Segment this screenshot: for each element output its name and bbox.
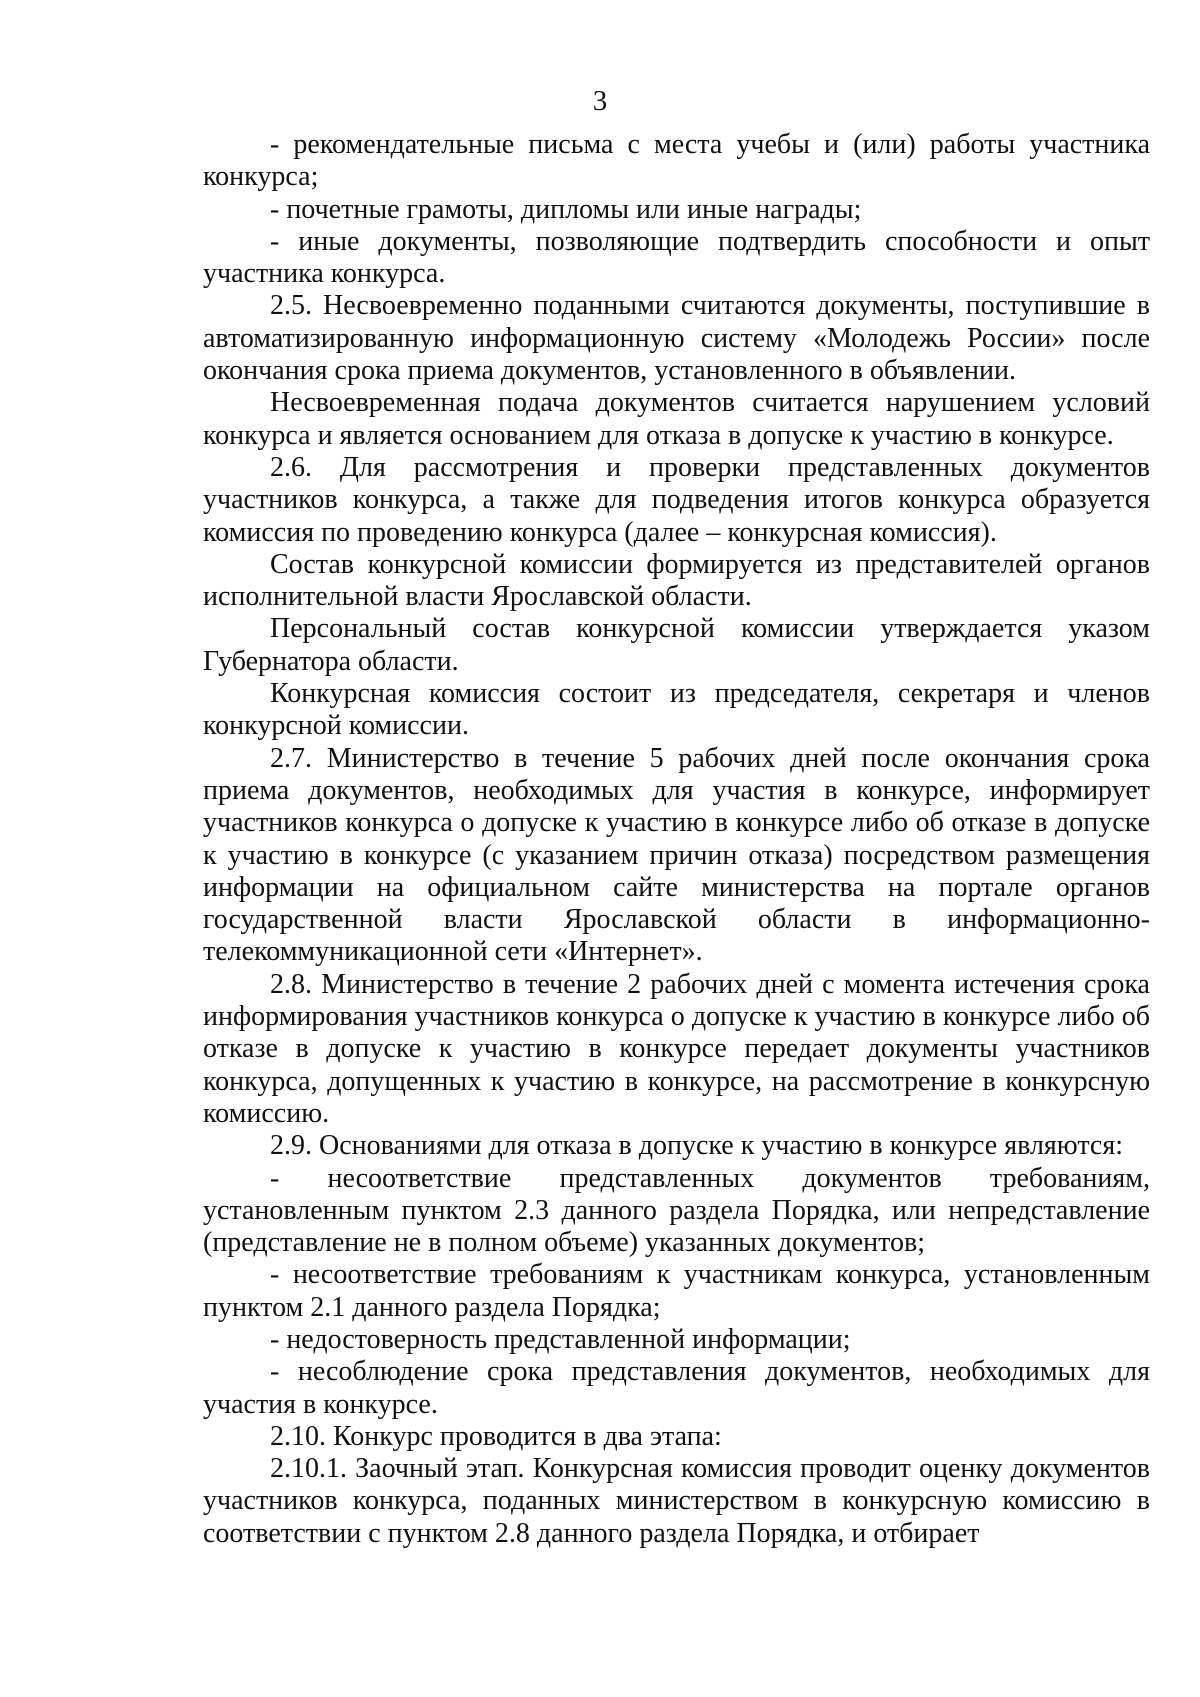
document-body (203, 129, 1150, 1550)
paragraph-2-9: 2.9. Основаниями для отказа в допуске к участию в конкурсе являются: (270, 1130, 1124, 1162)
paragraph-commission-members: Конкурсная комиссия состоит из председателя, секретаря и членов конкурсной комиссии. (203, 678, 1150, 742)
paragraph-recommendation-letters: - рекомендательные письма с места учебы и (или) работы участника конкурса; (203, 129, 1150, 193)
paragraph-commission-composition: Состав конкурсной комиссии формируется из представителей органов исполнительной власти Ярославской области. (203, 548, 1150, 613)
paragraph-other-documents: - иные документы, позволяющие подтвердить способности и опыт участника конкурса. (203, 225, 1150, 290)
paragraph-2-10: 2.10. Конкурс проводится в два этапа: (270, 1420, 722, 1452)
paragraph-late-submission: Несвоевременная подача документов считается нарушением условий конкурса и является основанием для отказа в допуске к участию в конкурсе. (203, 387, 1150, 451)
paragraph-2-7: 2.7. Министерство в течение 5 рабочих дней после окончания срока приема документов, необходимых для участия в конкурсе, информирует участников конкурса о допуске к участию в конкурсе либо об отказе в допуске к участию в конкурсе (с указанием причин отказа) посредством размещения информации на официальном сайте министерства на портале органов государственной власти Ярославской области в информационно-телекоммуникационной сети «Интернет». (203, 742, 1150, 968)
paragraph-2-6: 2.6. Для рассмотрения и проверки представленных документов участников конкурса, а также для подведения итогов конкурса образуется комиссия по проведению конкурса (далее – конкурсная комиссия). (203, 451, 1150, 548)
paragraph-2-5: 2.5. Несвоевременно поданными считаются документы, поступившие в автоматизированную информационную систему «Молодежь России» после окончания срока приема документов, установленного в объявлении. (203, 290, 1150, 387)
paragraph-deadline-violation: - несоблюдение срока представления документов, необходимых для участия в конкурсе. (203, 1356, 1150, 1420)
paragraph-2-10-1: 2.10.1. Заочный этап. Конкурсная комиссия проводит оценку документов участников конкурса, поданных министерством в конкурсную комиссию в соответствии с пунктом 2.8 данного раздела Порядка, и отбирает (203, 1453, 1150, 1549)
paragraph-unreliable-info: - недостоверность представленной информации; (270, 1323, 851, 1355)
paragraph-2-8: 2.8. Министерство в течение 2 рабочих дней с момента истечения срока информирования участников конкурса о допуске к участию в конкурсе либо об отказе в допуске к участию в конкурсе передает документы участников конкурса, допущенных к участию в конкурсе, на рассмотрение в конкурсную комиссию. (203, 968, 1150, 1129)
paragraph-mismatch-requirements: - несоответствие требованиям к участникам конкурса, установленным пунктом 2.1 данного раздела Порядка; (203, 1259, 1150, 1323)
paragraph-mismatch-documents: - несоответствие представленных документов требованиям, установленным пунктом 2.3 данного раздела Порядка, или непредставление (представление не в полном объеме) указанных документов; (203, 1162, 1150, 1259)
paragraph-personal-composition: Персональный состав конкурсной комиссии утверждается указом Губернатора области. (203, 613, 1150, 677)
page-number: 3 (592, 85, 608, 117)
paragraph-certificates: - почетные грамоты, дипломы или иные награды; (270, 193, 862, 225)
